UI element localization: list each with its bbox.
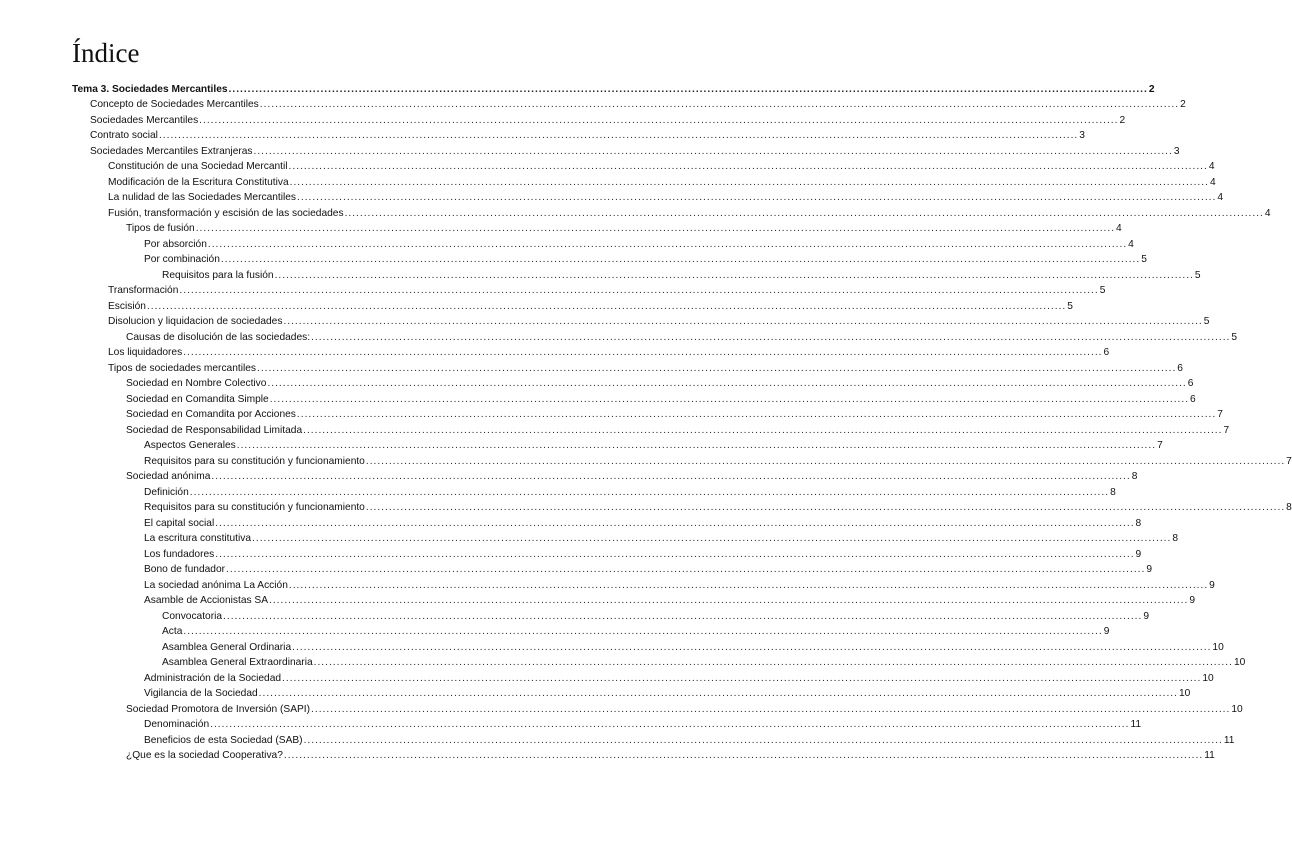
toc-page-number: 8 [1131, 471, 1138, 482]
toc-page-number: 11 [1204, 750, 1215, 761]
toc-entry-title: Sociedades Mercantiles Extranjeras [90, 145, 253, 157]
toc-entry[interactable] [72, 514, 1142, 530]
toc-leader-dots: ................................................................................................................................................................................................................................................ [195, 223, 1116, 234]
toc-entry[interactable] [72, 204, 1271, 220]
toc-entry-title: Tema 3. Sociedades Mercantiles [72, 83, 228, 95]
toc-entry-title: Concepto de Sociedades Mercantiles [90, 99, 259, 110]
toc-page-number: 4 [1128, 238, 1134, 250]
toc-entry[interactable] [72, 731, 1235, 747]
toc-page-number: 10 [1231, 703, 1243, 715]
toc-entry[interactable] [72, 406, 1223, 422]
toc-page-number: 6 [1177, 362, 1183, 374]
toc-page-number: 2 [1148, 83, 1155, 95]
toc-entry-title: Requisitos para su constitución y funcionamiento [144, 455, 365, 467]
toc-entry[interactable] [72, 251, 1147, 267]
toc-page-number: 8 [1286, 502, 1292, 513]
toc-page-number: 5 [1099, 285, 1106, 296]
toc-page-number: 4 [1264, 207, 1271, 219]
toc-leader-dots: ................................................................................................................................................................................................................................................ [303, 424, 1223, 436]
toc-entry[interactable] [72, 421, 1230, 437]
toc-entry-title: Convocatoria [162, 610, 223, 622]
toc-leader-dots: ................................................................................................................................................................................................................................................ [313, 657, 1233, 668]
toc-page-number: 5 [1203, 316, 1210, 327]
toc-page-number: 7 [1223, 424, 1230, 436]
toc-page-number: 11 [1130, 719, 1142, 730]
toc-entry[interactable] [72, 359, 1183, 375]
toc-leader-dots: ................................................................................................................................................................................................................................................ [179, 285, 1099, 296]
toc-entry-title: Aspectos Generales [144, 440, 236, 451]
toc-entry[interactable] [72, 592, 1195, 608]
toc-entry[interactable] [72, 328, 1238, 344]
toc-entry-title: Tipos de sociedades mercantiles [108, 362, 256, 374]
toc-leader-dots: ................................................................................................................................................................................................................................................ [253, 145, 1173, 157]
toc-entry-title: Sociedades Mercantiles [90, 114, 199, 126]
toc-entry[interactable] [72, 452, 1292, 468]
toc-entry[interactable] [72, 654, 1246, 670]
toc-page-number: 5 [1194, 269, 1201, 281]
toc-entry-title: Los fundadores [144, 548, 215, 560]
toc-leader-dots: ................................................................................................................................................................................................................................................ [344, 207, 1264, 219]
toc-leader-dots: ................................................................................................................................................................................................................................................ [226, 564, 1146, 575]
toc-page-number: 3 [1079, 130, 1085, 141]
toc-page-number: 2 [1119, 114, 1126, 126]
toc-leader-dots: ................................................................................................................................................................................................................................................ [267, 378, 1187, 389]
toc-entry[interactable] [72, 483, 1116, 499]
toc-leader-dots: ................................................................................................................................................................................................................................................ [183, 347, 1103, 358]
toc-leader-dots: ................................................................................................................................................................................................................................................ [158, 130, 1079, 141]
toc-entry[interactable] [72, 685, 1191, 701]
toc-leader-dots: ................................................................................................................................................................................................................................................ [223, 610, 1143, 622]
toc-entry-title: Fusión, transformación y escisión de las sociedades [108, 207, 344, 219]
toc-entry-title: Asamble de Accionistas SA [144, 595, 269, 606]
toc-page-number: 9 [1209, 579, 1215, 591]
toc-page-number: 10 [1202, 672, 1214, 684]
toc-entry[interactable] [72, 437, 1163, 453]
toc-entry[interactable] [72, 344, 1110, 360]
toc-entry[interactable] [72, 189, 1224, 205]
toc-entry[interactable] [72, 623, 1110, 639]
toc-entry-title: Por combinación [144, 254, 220, 265]
toc-entry-title: Tipos de fusión [126, 223, 195, 234]
toc-leader-dots: ................................................................................................................................................................................................................................................ [311, 703, 1231, 715]
toc-leader-dots: ................................................................................................................................................................................................................................................ [228, 83, 1148, 95]
toc-page-number: 9 [1189, 595, 1195, 606]
toc-entry-title: Sociedad de Responsabilidad Limitada [126, 424, 303, 436]
toc-page-number: 9 [1135, 548, 1142, 560]
toc-page-number: 5 [1067, 300, 1073, 312]
toc-page-number: 8 [1110, 486, 1116, 498]
toc-leader-dots: ................................................................................................................................................................................................................................................ [146, 300, 1067, 312]
toc-entry-title: Administración de la Sociedad [144, 672, 282, 684]
toc-entry-title: La escritura constitutiva [144, 533, 252, 544]
toc-leader-dots: ................................................................................................................................................................................................................................................ [258, 688, 1178, 699]
toc-entry-title: Escisión [108, 300, 146, 312]
toc-leader-dots: ................................................................................................................................................................................................................................................ [303, 734, 1223, 746]
toc-page-number: 6 [1190, 393, 1196, 405]
toc-entry[interactable] [72, 375, 1194, 391]
toc-page-number: 5 [1141, 254, 1147, 265]
toc-leader-dots: ................................................................................................................................................................................................................................................ [220, 254, 1141, 265]
toc-entry[interactable] [72, 80, 1155, 96]
toc-entry-title: La sociedad anónima La Acción [144, 579, 288, 591]
toc-entry[interactable] [72, 173, 1216, 189]
page-title: Índice [72, 38, 140, 68]
toc-leader-dots: ................................................................................................................................................................................................................................................ [259, 99, 1180, 110]
toc-entry-title: Bono de fundador [144, 564, 226, 575]
toc-page-number: 9 [1146, 564, 1152, 575]
toc-page-number: 9 [1143, 610, 1150, 622]
toc-leader-dots: ................................................................................................................................................................................................................................................ [288, 579, 1209, 591]
toc-entry-title: Contrato social [90, 130, 158, 141]
toc-leader-dots: ................................................................................................................................................................................................................................................ [183, 626, 1103, 637]
toc-page-number: 7 [1217, 409, 1223, 420]
toc-entry[interactable] [72, 390, 1196, 406]
toc-leader-dots: ................................................................................................................................................................................................................................................ [274, 269, 1194, 281]
toc-entry-title: ¿Que es la sociedad Cooperativa? [126, 750, 283, 761]
toc-entry-title: Asamblea General Extraordinaria [162, 657, 313, 668]
toc-entry[interactable] [72, 220, 1122, 236]
toc-entry-title: Requisitos para su constitución y funcionamiento [144, 502, 365, 513]
toc-page-number: 6 [1187, 378, 1194, 389]
toc-entry-title: Asamblea General Ordinaria [162, 641, 292, 653]
toc-entry[interactable] [72, 669, 1214, 685]
toc-leader-dots: ................................................................................................................................................................................................................................................ [252, 533, 1172, 544]
toc-entry-title: Modificación de la Escritura Constitutiva [108, 176, 289, 188]
toc-leader-dots: ................................................................................................................................................................................................................................................ [311, 331, 1231, 343]
toc-page-number: 10 [1212, 641, 1224, 653]
toc-entry-title: Vigilancia de la Sociedad [144, 688, 258, 699]
toc-entry[interactable] [72, 576, 1215, 592]
toc-leader-dots: ................................................................................................................................................................................................................................................ [210, 719, 1130, 730]
toc-entry-title: Sociedad en Nombre Colectivo [126, 378, 267, 389]
toc-leader-dots: ................................................................................................................................................................................................................................................ [288, 161, 1208, 172]
toc-page-number: 10 [1178, 688, 1191, 699]
toc-leader-dots: ................................................................................................................................................................................................................................................ [283, 316, 1203, 327]
toc-entry-title: Por absorción [144, 238, 207, 250]
toc-leader-dots: ................................................................................................................................................................................................................................................ [297, 192, 1217, 203]
toc-entry-title: Sociedad anónima [126, 471, 211, 482]
toc-entry-title: El capital social [144, 517, 215, 529]
toc-page-number: 5 [1231, 331, 1238, 343]
toc-entry[interactable] [72, 545, 1142, 561]
toc-entry[interactable] [72, 158, 1215, 174]
toc-page-number: 3 [1173, 145, 1180, 157]
toc-leader-dots: ................................................................................................................................................................................................................................................ [256, 362, 1177, 374]
toc-leader-dots: ................................................................................................................................................................................................................................................ [215, 548, 1135, 560]
toc-page-number: 8 [1172, 533, 1179, 544]
toc-page-number: 8 [1135, 517, 1142, 529]
table-of-contents [72, 80, 1292, 762]
toc-entry-title: Los liquidadores [108, 347, 183, 358]
toc-leader-dots: ................................................................................................................................................................................................................................................ [269, 595, 1189, 606]
toc-entry-title: Sociedad en Comandita Simple [126, 393, 269, 405]
toc-page-number: 4 [1209, 176, 1216, 188]
toc-entry-title: Sociedad Promotora de Inversión (SAPI) [126, 703, 311, 715]
toc-entry[interactable] [72, 607, 1150, 623]
toc-entry[interactable] [72, 700, 1243, 716]
toc-entry-title: La nulidad de las Sociedades Mercantiles [108, 192, 297, 203]
toc-entry-title: Requisitos para la fusión [162, 269, 274, 281]
toc-entry[interactable] [72, 530, 1179, 546]
toc-entry[interactable] [72, 499, 1292, 515]
toc-entry-title: Causas de disolución de las sociedades: [126, 331, 311, 343]
toc-page-number: 11 [1223, 734, 1235, 746]
toc-leader-dots: ................................................................................................................................................................................................................................................ [296, 409, 1217, 420]
toc-page-number: 7 [1286, 455, 1292, 467]
toc-page-number: 4 [1116, 223, 1122, 234]
toc-entry-title: Definición [144, 486, 189, 498]
toc-leader-dots: ................................................................................................................................................................................................................................................ [283, 750, 1204, 761]
toc-leader-dots: ................................................................................................................................................................................................................................................ [215, 517, 1135, 529]
toc-entry[interactable] [72, 716, 1142, 732]
toc-leader-dots: ................................................................................................................................................................................................................................................ [292, 641, 1212, 653]
toc-page-number: 7 [1157, 440, 1163, 451]
toc-page-number: 9 [1103, 626, 1110, 637]
toc-page-number: 4 [1217, 192, 1224, 203]
toc-entry[interactable] [72, 111, 1126, 127]
toc-leader-dots: ................................................................................................................................................................................................................................................ [236, 440, 1157, 451]
toc-leader-dots: ................................................................................................................................................................................................................................................ [365, 455, 1286, 467]
toc-entry-title: Transformación [108, 285, 179, 296]
toc-leader-dots: ................................................................................................................................................................................................................................................ [207, 238, 1128, 250]
toc-entry[interactable] [72, 266, 1201, 282]
toc-entry[interactable] [72, 313, 1210, 329]
toc-entry-title: Acta [162, 626, 183, 637]
toc-entry[interactable] [72, 142, 1180, 158]
toc-entry-title: Denominación [144, 719, 210, 730]
toc-entry[interactable] [72, 282, 1106, 298]
toc-entry[interactable] [72, 561, 1152, 577]
toc-page-number: 6 [1103, 347, 1110, 358]
toc-entry[interactable] [72, 235, 1134, 251]
toc-leader-dots: ................................................................................................................................................................................................................................................ [199, 114, 1119, 126]
toc-entry-title: Sociedad en Comandita por Acciones [126, 409, 296, 420]
toc-entry[interactable] [72, 468, 1138, 484]
toc-entry-title: Beneficios de esta Sociedad (SAB) [144, 734, 303, 746]
toc-entry[interactable] [72, 297, 1073, 313]
toc-page-number: 4 [1208, 161, 1215, 172]
toc-page-number: 10 [1233, 657, 1246, 668]
toc-leader-dots: ................................................................................................................................................................................................................................................ [282, 672, 1202, 684]
toc-entry-title: Constitución de una Sociedad Mercantil [108, 161, 288, 172]
toc-leader-dots: ................................................................................................................................................................................................................................................ [289, 176, 1209, 188]
toc-page-number: 2 [1180, 99, 1186, 110]
toc-leader-dots: ................................................................................................................................................................................................................................................ [189, 486, 1110, 498]
toc-entry[interactable] [72, 96, 1186, 112]
toc-leader-dots: ................................................................................................................................................................................................................................................ [269, 393, 1190, 405]
toc-leader-dots: ................................................................................................................................................................................................................................................ [211, 471, 1131, 482]
toc-entry[interactable] [72, 747, 1215, 763]
toc-entry-title: Disolucion y liquidacion de sociedades [108, 316, 283, 327]
toc-leader-dots: ................................................................................................................................................................................................................................................ [365, 502, 1286, 513]
toc-entry[interactable] [72, 127, 1085, 143]
toc-entry[interactable] [72, 638, 1224, 654]
